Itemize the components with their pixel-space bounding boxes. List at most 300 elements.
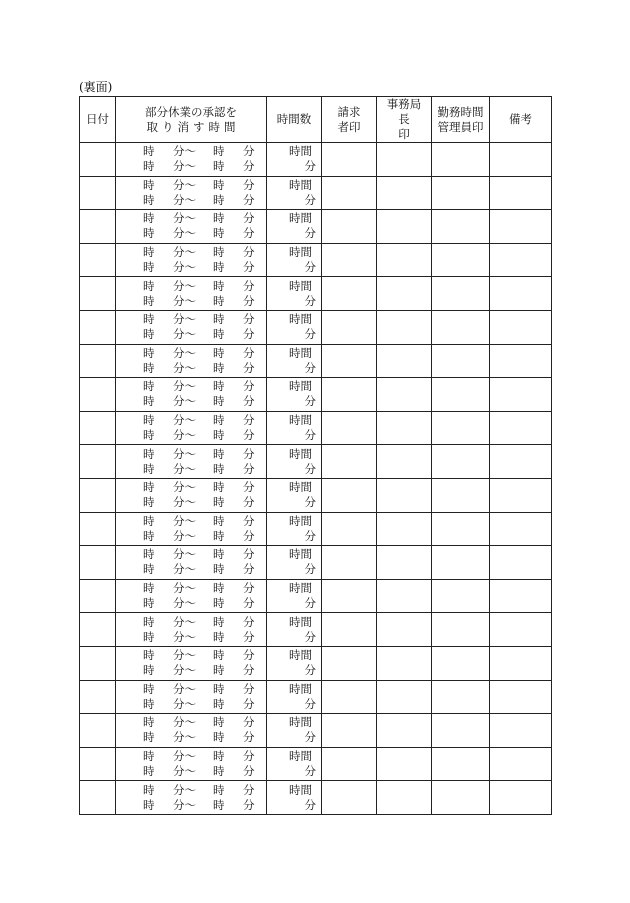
date-cell[interactable] xyxy=(80,613,116,647)
hour-unit: 時 xyxy=(143,648,155,663)
header-manager-line1: 勤務時間 xyxy=(437,104,484,119)
manager-seal-cell[interactable] xyxy=(432,680,490,714)
time-range-line xyxy=(116,562,266,577)
requester-seal-cell[interactable] xyxy=(322,714,377,748)
hours-label: 時間 xyxy=(289,312,312,327)
table-row xyxy=(80,176,552,210)
time-range-line xyxy=(116,428,266,443)
date-cell[interactable] xyxy=(80,277,116,311)
hour-unit: 時 xyxy=(143,480,155,495)
hours-cell[interactable] xyxy=(267,781,322,815)
time-range-cell[interactable] xyxy=(116,680,267,714)
office-chief-seal-cell[interactable] xyxy=(377,613,432,647)
date-cell[interactable] xyxy=(80,378,116,412)
date-cell[interactable] xyxy=(80,646,116,680)
hour-unit: 時 xyxy=(213,782,225,797)
minute-from-unit: 分〜 xyxy=(173,681,196,696)
time-range-line xyxy=(116,447,266,462)
hour-unit: 時 xyxy=(213,614,225,629)
minute-unit: 分 xyxy=(243,260,255,275)
hour-unit: 時 xyxy=(213,648,225,663)
hours-label: 時間 xyxy=(289,782,312,797)
date-cell[interactable] xyxy=(80,243,116,277)
minutes-label: 分 xyxy=(304,192,316,207)
remarks-cell[interactable] xyxy=(490,176,552,210)
hour-unit: 時 xyxy=(213,312,225,327)
table-row xyxy=(80,747,552,781)
office-chief-seal-cell[interactable] xyxy=(377,243,432,277)
office-chief-seal-cell[interactable] xyxy=(377,781,432,815)
minute-unit: 分 xyxy=(243,629,255,644)
requester-seal-cell[interactable] xyxy=(322,277,377,311)
hours-cell[interactable] xyxy=(267,613,322,647)
hours-cell[interactable] xyxy=(267,277,322,311)
time-range-cell[interactable] xyxy=(116,143,267,177)
date-cell[interactable] xyxy=(80,310,116,344)
minute-from-unit: 分〜 xyxy=(173,782,196,797)
date-cell[interactable] xyxy=(80,546,116,580)
header-requester-seal xyxy=(322,97,377,143)
time-range-line xyxy=(116,730,266,745)
hour-unit: 時 xyxy=(213,513,225,528)
hours-label: 時間 xyxy=(289,379,312,394)
manager-seal-cell[interactable] xyxy=(432,243,490,277)
header-hours-label: 時間数 xyxy=(276,112,312,126)
remarks-cell[interactable] xyxy=(490,310,552,344)
hour-unit: 時 xyxy=(143,144,155,159)
manager-seal-cell[interactable] xyxy=(432,747,490,781)
hour-unit: 時 xyxy=(143,596,155,611)
hours-cell[interactable] xyxy=(267,210,322,244)
minute-from-unit: 分〜 xyxy=(173,293,196,308)
manager-seal-cell[interactable] xyxy=(432,210,490,244)
requester-seal-cell[interactable] xyxy=(322,210,377,244)
time-range-line xyxy=(116,615,266,630)
hour-unit: 時 xyxy=(213,446,225,461)
minute-unit: 分 xyxy=(243,581,255,596)
minutes-label: 分 xyxy=(304,629,316,644)
minute-from-unit: 分〜 xyxy=(173,211,196,226)
hours-cell[interactable] xyxy=(267,714,322,748)
requester-seal-cell[interactable] xyxy=(322,781,377,815)
hours-cell[interactable] xyxy=(267,310,322,344)
hours-cell[interactable] xyxy=(267,143,322,177)
minutes-label: 分 xyxy=(304,562,316,577)
office-chief-seal-cell[interactable] xyxy=(377,747,432,781)
time-range-line xyxy=(116,346,266,361)
time-range-line xyxy=(116,462,266,477)
date-cell[interactable] xyxy=(80,411,116,445)
hour-unit: 時 xyxy=(143,245,155,260)
hour-unit: 時 xyxy=(213,730,225,745)
minute-unit: 分 xyxy=(243,480,255,495)
table-row xyxy=(80,310,552,344)
hour-unit: 時 xyxy=(143,413,155,428)
minute-from-unit: 分〜 xyxy=(173,312,196,327)
minute-from-unit: 分〜 xyxy=(173,715,196,730)
time-range-line xyxy=(116,581,266,596)
minute-unit: 分 xyxy=(243,413,255,428)
time-range-cell[interactable] xyxy=(116,310,267,344)
hour-unit: 時 xyxy=(143,614,155,629)
manager-seal-cell[interactable] xyxy=(432,546,490,580)
requester-seal-cell[interactable] xyxy=(322,512,377,546)
minute-from-unit: 分〜 xyxy=(173,663,196,678)
remarks-cell[interactable] xyxy=(490,210,552,244)
hour-unit: 時 xyxy=(213,192,225,207)
time-range-cell[interactable] xyxy=(116,445,267,479)
manager-seal-cell[interactable] xyxy=(432,646,490,680)
requester-seal-cell[interactable] xyxy=(322,445,377,479)
table-row xyxy=(80,210,552,244)
time-range-cell[interactable] xyxy=(116,613,267,647)
hour-unit: 時 xyxy=(143,192,155,207)
hour-unit: 時 xyxy=(143,629,155,644)
hour-unit: 時 xyxy=(143,681,155,696)
header-office-line2: 長印 xyxy=(398,112,422,141)
office-chief-seal-cell[interactable] xyxy=(377,344,432,378)
hour-unit: 時 xyxy=(213,278,225,293)
time-range-line xyxy=(116,798,266,813)
date-cell[interactable] xyxy=(80,680,116,714)
requester-seal-cell[interactable] xyxy=(322,613,377,647)
hour-unit: 時 xyxy=(143,748,155,763)
hours-label: 時間 xyxy=(289,413,312,428)
minute-unit: 分 xyxy=(243,596,255,611)
remarks-cell[interactable] xyxy=(490,411,552,445)
time-range-cell[interactable] xyxy=(116,210,267,244)
header-manager-seal xyxy=(432,97,490,143)
manager-seal-cell[interactable] xyxy=(432,579,490,613)
header-date xyxy=(80,97,116,143)
hour-unit: 時 xyxy=(143,513,155,528)
minutes-label: 分 xyxy=(304,730,316,745)
time-range-cell[interactable] xyxy=(116,176,267,210)
remarks-cell[interactable] xyxy=(490,646,552,680)
time-range-line xyxy=(116,749,266,764)
office-chief-seal-cell[interactable] xyxy=(377,277,432,311)
minute-from-unit: 分〜 xyxy=(173,245,196,260)
header-approval-line1: 部分休業の承認を xyxy=(145,104,237,119)
minute-from-unit: 分〜 xyxy=(173,495,196,510)
time-range-cell[interactable] xyxy=(116,277,267,311)
hours-cell[interactable] xyxy=(267,579,322,613)
minute-unit: 分 xyxy=(243,681,255,696)
hours-label: 時間 xyxy=(289,245,312,260)
manager-seal-cell[interactable] xyxy=(432,378,490,412)
hour-unit: 時 xyxy=(213,528,225,543)
manager-seal-cell[interactable] xyxy=(432,344,490,378)
minute-from-unit: 分〜 xyxy=(173,629,196,644)
requester-seal-cell[interactable] xyxy=(322,143,377,177)
manager-seal-cell[interactable] xyxy=(432,411,490,445)
time-range-line xyxy=(116,596,266,611)
date-cell[interactable] xyxy=(80,579,116,613)
minute-unit: 分 xyxy=(243,547,255,562)
header-manager-line2: 管理員印 xyxy=(437,119,484,134)
table-row xyxy=(80,680,552,714)
time-range-line xyxy=(116,630,266,645)
minute-from-unit: 分〜 xyxy=(173,513,196,528)
minutes-label: 分 xyxy=(304,260,316,275)
remarks-cell[interactable] xyxy=(490,714,552,748)
hour-unit: 時 xyxy=(213,715,225,730)
minute-unit: 分 xyxy=(243,663,255,678)
minute-from-unit: 分〜 xyxy=(173,413,196,428)
minutes-label: 分 xyxy=(304,360,316,375)
table-row xyxy=(80,478,552,512)
time-range-cell[interactable] xyxy=(116,579,267,613)
time-range-line xyxy=(116,682,266,697)
minutes-label: 分 xyxy=(304,226,316,241)
date-cell[interactable] xyxy=(80,143,116,177)
minute-unit: 分 xyxy=(243,446,255,461)
time-range-cell[interactable] xyxy=(116,512,267,546)
hours-label: 時間 xyxy=(289,446,312,461)
minute-unit: 分 xyxy=(243,144,255,159)
office-chief-seal-cell[interactable] xyxy=(377,445,432,479)
requester-seal-cell[interactable] xyxy=(322,747,377,781)
manager-seal-cell[interactable] xyxy=(432,613,490,647)
date-cell[interactable] xyxy=(80,512,116,546)
office-chief-seal-cell[interactable] xyxy=(377,714,432,748)
time-range-cell[interactable] xyxy=(116,747,267,781)
requester-seal-cell[interactable] xyxy=(322,310,377,344)
hours-cell[interactable] xyxy=(267,445,322,479)
remarks-cell[interactable] xyxy=(490,445,552,479)
date-cell[interactable] xyxy=(80,344,116,378)
office-chief-seal-cell[interactable] xyxy=(377,378,432,412)
manager-seal-cell[interactable] xyxy=(432,445,490,479)
minute-unit: 分 xyxy=(243,394,255,409)
hour-unit: 時 xyxy=(213,293,225,308)
hour-unit: 時 xyxy=(143,293,155,308)
hours-label: 時間 xyxy=(289,211,312,226)
time-range-line xyxy=(116,495,266,510)
manager-seal-cell[interactable] xyxy=(432,714,490,748)
date-cell[interactable] xyxy=(80,478,116,512)
time-range-cell[interactable] xyxy=(116,478,267,512)
hours-cell[interactable] xyxy=(267,747,322,781)
requester-seal-cell[interactable] xyxy=(322,378,377,412)
hours-cell[interactable] xyxy=(267,646,322,680)
office-chief-seal-cell[interactable] xyxy=(377,680,432,714)
office-chief-seal-cell[interactable] xyxy=(377,176,432,210)
manager-seal-cell[interactable] xyxy=(432,781,490,815)
minute-unit: 分 xyxy=(243,293,255,308)
hours-label: 時間 xyxy=(289,614,312,629)
requester-seal-cell[interactable] xyxy=(322,344,377,378)
time-range-cell[interactable] xyxy=(116,714,267,748)
office-chief-seal-cell[interactable] xyxy=(377,512,432,546)
minute-from-unit: 分〜 xyxy=(173,327,196,342)
hours-cell[interactable] xyxy=(267,176,322,210)
office-chief-seal-cell[interactable] xyxy=(377,411,432,445)
remarks-cell[interactable] xyxy=(490,546,552,580)
table-row xyxy=(80,579,552,613)
hours-label: 時間 xyxy=(289,681,312,696)
header-approval-line2: 取り消す時間 xyxy=(146,119,240,134)
partial-leave-cancellation-table xyxy=(79,96,552,815)
manager-seal-cell[interactable] xyxy=(432,176,490,210)
remarks-cell[interactable] xyxy=(490,243,552,277)
requester-seal-cell[interactable] xyxy=(322,680,377,714)
hours-label: 時間 xyxy=(289,648,312,663)
hours-label: 時間 xyxy=(289,715,312,730)
remarks-cell[interactable] xyxy=(490,378,552,412)
remarks-cell[interactable] xyxy=(490,143,552,177)
requester-seal-cell[interactable] xyxy=(322,411,377,445)
requester-seal-cell[interactable] xyxy=(322,646,377,680)
hour-unit: 時 xyxy=(143,226,155,241)
time-range-line xyxy=(116,413,266,428)
hour-unit: 時 xyxy=(213,428,225,443)
office-chief-seal-cell[interactable] xyxy=(377,478,432,512)
time-range-line xyxy=(116,764,266,779)
hour-unit: 時 xyxy=(143,211,155,226)
minute-unit: 分 xyxy=(243,782,255,797)
remarks-cell[interactable] xyxy=(490,478,552,512)
date-cell[interactable] xyxy=(80,781,116,815)
office-chief-seal-cell[interactable] xyxy=(377,210,432,244)
hour-unit: 時 xyxy=(143,446,155,461)
date-cell[interactable] xyxy=(80,210,116,244)
date-cell[interactable] xyxy=(80,714,116,748)
remarks-cell[interactable] xyxy=(490,781,552,815)
hour-unit: 時 xyxy=(143,461,155,476)
minute-unit: 分 xyxy=(243,763,255,778)
hour-unit: 時 xyxy=(143,159,155,174)
minute-from-unit: 分〜 xyxy=(173,226,196,241)
date-cell[interactable] xyxy=(80,176,116,210)
hour-unit: 時 xyxy=(213,461,225,476)
date-cell[interactable] xyxy=(80,445,116,479)
time-range-cell[interactable] xyxy=(116,344,267,378)
header-row xyxy=(80,97,552,143)
time-range-cell[interactable] xyxy=(116,646,267,680)
manager-seal-cell[interactable] xyxy=(432,310,490,344)
remarks-cell[interactable] xyxy=(490,277,552,311)
office-chief-seal-cell[interactable] xyxy=(377,546,432,580)
table-row xyxy=(80,344,552,378)
minute-unit: 分 xyxy=(243,715,255,730)
requester-seal-cell[interactable] xyxy=(322,546,377,580)
requester-seal-cell[interactable] xyxy=(322,176,377,210)
header-remarks-label: 備考 xyxy=(509,112,532,126)
hours-cell[interactable] xyxy=(267,478,322,512)
time-range-cell[interactable] xyxy=(116,243,267,277)
remarks-cell[interactable] xyxy=(490,579,552,613)
manager-seal-cell[interactable] xyxy=(432,143,490,177)
minute-from-unit: 分〜 xyxy=(173,581,196,596)
hours-cell[interactable] xyxy=(267,512,322,546)
requester-seal-cell[interactable] xyxy=(322,478,377,512)
hour-unit: 時 xyxy=(143,428,155,443)
time-range-line xyxy=(116,514,266,529)
hour-unit: 時 xyxy=(213,211,225,226)
minutes-label: 分 xyxy=(304,159,316,174)
hour-unit: 時 xyxy=(213,394,225,409)
time-range-line xyxy=(116,193,266,208)
requester-seal-cell[interactable] xyxy=(322,579,377,613)
time-range-line xyxy=(116,697,266,712)
remarks-cell[interactable] xyxy=(490,747,552,781)
minute-unit: 分 xyxy=(243,748,255,763)
hours-cell[interactable] xyxy=(267,546,322,580)
hours-cell[interactable] xyxy=(267,680,322,714)
remarks-cell[interactable] xyxy=(490,344,552,378)
minute-from-unit: 分〜 xyxy=(173,177,196,192)
remarks-cell[interactable] xyxy=(490,680,552,714)
header-office-chief-seal xyxy=(377,97,432,143)
time-range-cell[interactable] xyxy=(116,411,267,445)
minute-unit: 分 xyxy=(243,226,255,241)
hours-cell[interactable] xyxy=(267,411,322,445)
hour-unit: 時 xyxy=(213,245,225,260)
time-range-line xyxy=(116,547,266,562)
time-range-cell[interactable] xyxy=(116,546,267,580)
minute-unit: 分 xyxy=(243,278,255,293)
minute-unit: 分 xyxy=(243,345,255,360)
manager-seal-cell[interactable] xyxy=(432,277,490,311)
table-row xyxy=(80,714,552,748)
time-range-cell[interactable] xyxy=(116,781,267,815)
minutes-label: 分 xyxy=(304,461,316,476)
hours-cell[interactable] xyxy=(267,378,322,412)
time-range-line xyxy=(116,245,266,260)
hour-unit: 時 xyxy=(143,715,155,730)
minutes-label: 分 xyxy=(304,596,316,611)
hour-unit: 時 xyxy=(143,763,155,778)
time-range-line xyxy=(116,529,266,544)
manager-seal-cell[interactable] xyxy=(432,512,490,546)
table-row xyxy=(80,243,552,277)
time-range-cell[interactable] xyxy=(116,378,267,412)
minute-from-unit: 分〜 xyxy=(173,159,196,174)
minute-unit: 分 xyxy=(243,192,255,207)
hour-unit: 時 xyxy=(213,177,225,192)
minute-from-unit: 分〜 xyxy=(173,461,196,476)
remarks-cell[interactable] xyxy=(490,613,552,647)
minute-unit: 分 xyxy=(243,495,255,510)
manager-seal-cell[interactable] xyxy=(432,478,490,512)
office-chief-seal-cell[interactable] xyxy=(377,310,432,344)
time-range-line xyxy=(116,211,266,226)
minute-from-unit: 分〜 xyxy=(173,379,196,394)
header-approval xyxy=(116,97,267,143)
minutes-label: 分 xyxy=(304,696,316,711)
hour-unit: 時 xyxy=(213,495,225,510)
table-row xyxy=(80,546,552,580)
table-body xyxy=(80,143,552,815)
office-chief-seal-cell[interactable] xyxy=(377,646,432,680)
office-chief-seal-cell[interactable] xyxy=(377,579,432,613)
hours-cell[interactable] xyxy=(267,243,322,277)
date-cell[interactable] xyxy=(80,747,116,781)
hour-unit: 時 xyxy=(213,144,225,159)
requester-seal-cell[interactable] xyxy=(322,243,377,277)
minute-from-unit: 分〜 xyxy=(173,763,196,778)
hour-unit: 時 xyxy=(143,394,155,409)
hours-cell[interactable] xyxy=(267,344,322,378)
hours-label: 時間 xyxy=(289,748,312,763)
hours-label: 時間 xyxy=(289,581,312,596)
time-range-line xyxy=(116,312,266,327)
office-chief-seal-cell[interactable] xyxy=(377,143,432,177)
remarks-cell[interactable] xyxy=(490,512,552,546)
hours-label: 時間 xyxy=(289,177,312,192)
minute-unit: 分 xyxy=(243,528,255,543)
